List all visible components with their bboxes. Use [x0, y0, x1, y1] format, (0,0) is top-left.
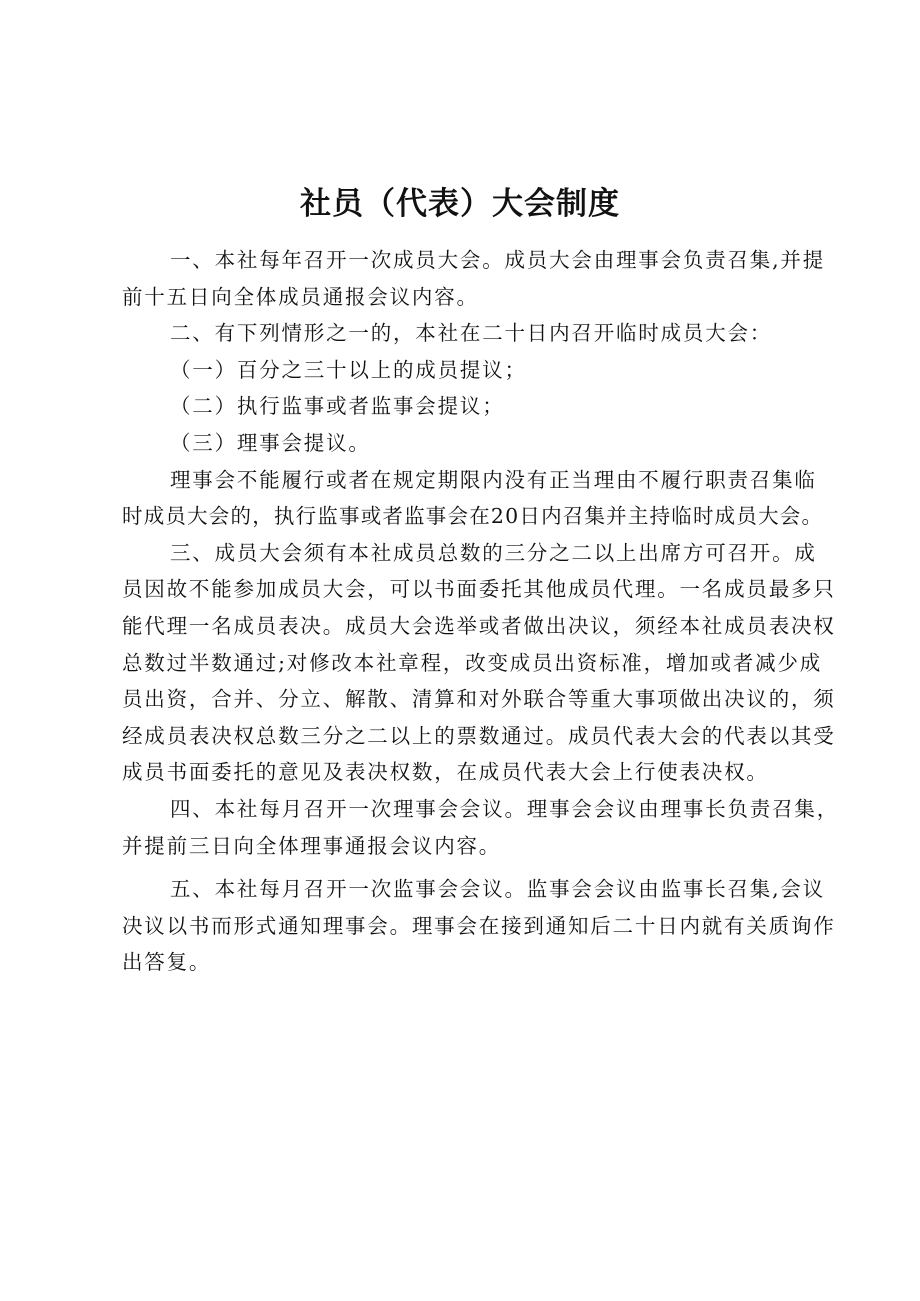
- paragraph-6-line-2: 决议以书而形式通知理事会。理事会在接到通知后二十日内就有关质询作: [122, 913, 836, 938]
- paragraph-5-line-1: 四、本社每月召开一次理事会会议。理事会会议由理事长负责召集，: [170, 796, 839, 821]
- paragraph-5-line-2: 并提前三日向全体理事通报会议内容。: [122, 833, 502, 858]
- list-item-1: （一）百分之三十以上的成员提议；: [170, 357, 527, 382]
- paragraph-3-line-2: 时成员大会的，执行监事或者监事会在20日内召集并主持临时成员大会。: [122, 504, 824, 529]
- list-item-2: （二）执行监事或者监事会提议；: [170, 394, 505, 419]
- paragraph-4-line-1: 三、成员大会须有本社成员总数的三分之二以上出席方可召开。成: [170, 540, 817, 565]
- paragraph-4-line-2: 员因故不能参加成员大会，可以书面委托其他成员代理。一名成员最多只: [122, 577, 836, 602]
- paragraph-1-line-2: 前十五日向全体成员通报会议内容。: [122, 284, 479, 309]
- document-body: [122, 242, 839, 981]
- paragraph-4-line-6: 经成员表决权总数三分之二以上的票数通过。成员代表大会的代表以其受: [122, 723, 836, 748]
- paragraph-1-line-1: 一、本社每年召开一次成员大会。成员大会由理事会负责召集,并提: [170, 248, 826, 272]
- paragraph-4-line-7: 成员书面委托的意见及表决权数，在成员代表大会上行使表决权。: [122, 760, 769, 785]
- paragraph-2-line-1: 二、有下列情形之一的，本社在二十日内召开临时成员大会：: [170, 321, 773, 346]
- list-item-3: （三）理事会提议。: [170, 430, 371, 455]
- paragraph-3-line-1: 理事会不能履行或者在规定期限内没有正当理由不履行职责召集临: [170, 467, 817, 492]
- paragraph-4-line-5: 员出资，合并、分立、解散、清算和对外联合等重大事项做出决议的，须: [122, 687, 836, 712]
- paragraph-6-line-3: 出答复。: [122, 950, 212, 975]
- spacer: [122, 864, 818, 871]
- document-title: 社员（代表）大会制度: [300, 186, 620, 222]
- paragraph-4-line-3: 能代理一名成员表决。成员大会选举或者做出决议，须经本社成员表决权: [122, 613, 836, 638]
- paragraph-6-line-1: 五、本社每月召开一次监事会会议。监事会会议由监事长召集,会议: [170, 877, 826, 902]
- paragraph-4-line-4: 总数过半数通过;对修改本社章程，改变成员出资标准，增加或者减少成: [122, 650, 823, 675]
